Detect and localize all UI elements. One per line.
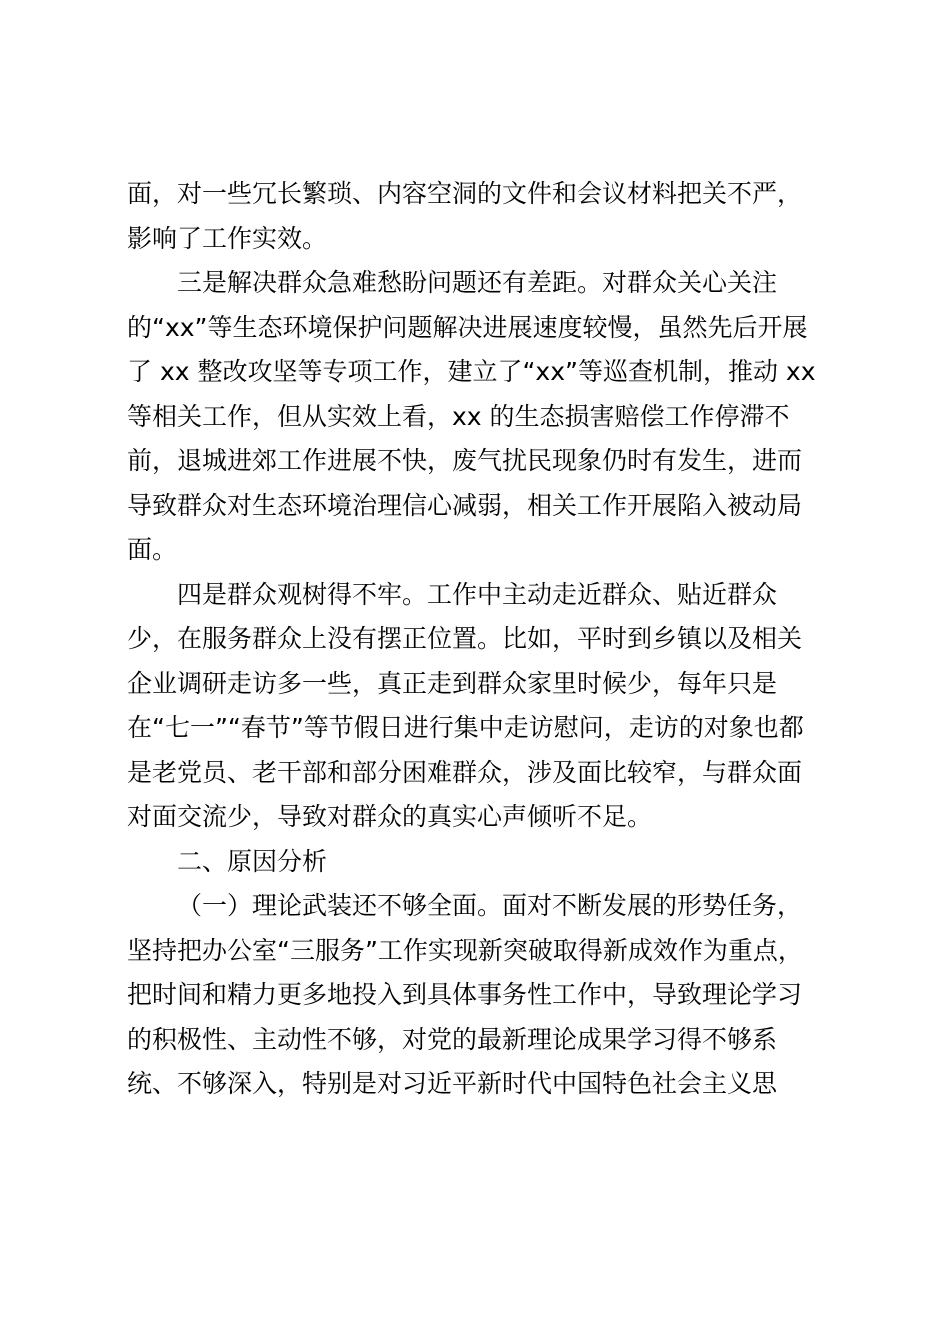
para-point-four [127, 573, 827, 840]
text-line: 面，对一些冗长繁琐、内容空洞的文件和会议材料把关不严， [127, 179, 803, 208]
text-line: 少，在服务群众上没有摆正位置。比如，平时到乡镇以及相关 [127, 624, 803, 653]
text-line: 影响了工作实效。 [127, 223, 328, 253]
text-line: 是老党员、老干部和部分困难群众，涉及面比较窄，与群众面 [127, 757, 803, 787]
para-point-three [127, 261, 827, 573]
para-continued [127, 172, 827, 261]
text-line: 四是群众观树得不牢。工作中主动走近群众、贴近群众 [177, 579, 778, 609]
text-line: 面。 [127, 535, 178, 564]
text-line: 坚持把办公室“三服务”工作实现新突破取得新成效作为重点， [127, 935, 803, 965]
section-heading-cause-analysis [127, 840, 827, 885]
text-line: 在“七一”“春节”等节假日进行集中走访慰问，走访的对象也都 [127, 713, 804, 742]
text-line: 把时间和精力更多地投入到具体事务性工作中，导致理论学习 [127, 980, 803, 1009]
text-line: 三是解决群众急难愁盼问题还有差距。对群众关心关注 [177, 268, 778, 297]
text-line: 的“xx”等生态环境保护问题解决进展速度较慢，虽然先后开展 [127, 312, 808, 342]
text-line: 对面交流少，导致对群众的真实心声倾听不足。 [127, 802, 653, 831]
text-line: 的积极性、主动性不够，对党的最新理论成果学习得不够系 [127, 1024, 778, 1054]
text-line: 等相关工作，但从实效上看，xx 的生态损害赔偿工作停滞不 [127, 401, 790, 431]
text-line: 前，退城进郊工作进展不快，废气扰民现象仍时有发生，进而 [127, 446, 803, 475]
text-line: 二、原因分析 [177, 846, 328, 876]
text-line: 企业调研走访多一些，真正走到群众家里时候少，每年只是 [127, 668, 778, 698]
text-line: （一）理论武装还不够全面。面对不断发展的形势任务， [177, 891, 803, 920]
text-line: 了 xx 整改攻坚等专项工作，建立了“xx”等巡查机制，推动 xx [127, 357, 816, 386]
text-line: 导致群众对生态环境治理信心减弱，相关工作开展陷入被动局 [127, 490, 803, 520]
para-cause-one [127, 884, 827, 1107]
text-line: 统、不够深入，特别是对习近平新时代中国特色社会主义思 [127, 1069, 778, 1098]
document-body [127, 172, 827, 1107]
